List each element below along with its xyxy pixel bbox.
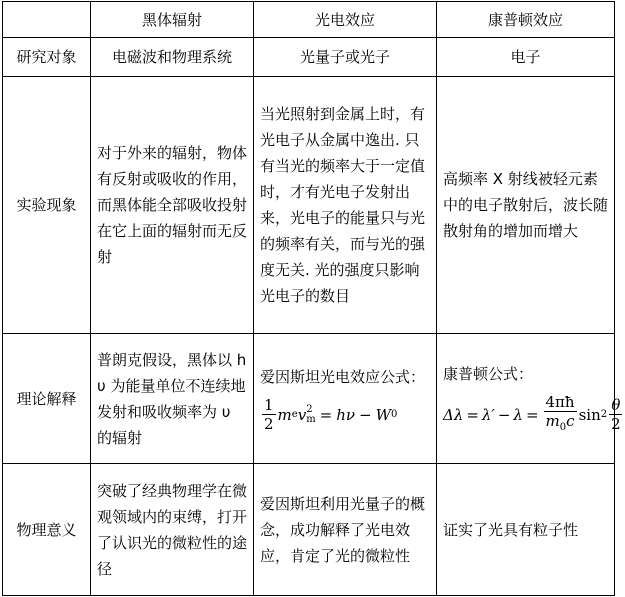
half-numerator: 1 [264,396,274,414]
mass-symbol: m [277,405,292,424]
header-row [3,2,615,38]
velocity-subscript: m [306,413,316,425]
significance-blackbody: 突破了经典物理学在微观领域内的束缚，打开了认识光的微粒性的途径 [91,464,254,596]
compton-minus: − [497,405,511,424]
photoelectric-formula [260,396,397,433]
label-significance: 物理意义 [3,464,91,596]
work-function-subscript: 0 [391,408,398,420]
phenomenon-compton: 高频率 X 射线被轻元素中的电子散射后，波长随散射角的增加而增大 [437,77,615,334]
minus-sign: − [359,405,372,424]
compton-formula [443,393,625,437]
lambda-symbol: λ [513,405,523,424]
half-angle-fraction [609,396,623,433]
object-blackbody: 电磁波和物理系统 [91,38,254,77]
theory-photoelectric-text: 爱因斯坦光电效应公式： [260,368,426,386]
sine-function: sin [578,405,601,424]
delta-lambda: Δλ [443,405,464,424]
compton-numerator: 4πħ [545,392,575,411]
light-speed-symbol: c [566,411,575,430]
compton-denominator [544,412,577,437]
header-photoelectric: 光电效应 [254,2,437,38]
compton-eq1: = [466,405,479,424]
row-significance [3,464,615,596]
rest-mass-symbol: m [545,411,560,430]
row-research-object [3,38,615,77]
half-angle-denominator: 2 [611,415,621,433]
half-denominator: 2 [264,415,274,433]
sine-superscript: 2 [600,408,608,420]
planck-symbol: h [336,405,346,424]
velocity-superscript: 2 [306,403,313,415]
object-compton: 电子 [437,38,615,77]
comparison-table [2,1,621,596]
label-phenomenon: 实验现象 [3,77,91,334]
compton-eq2: = [525,405,539,424]
phenomenon-photoelectric: 当光照射到金属上时，有光电子从金属中逸出. 只有当光的频率大于一定值时，才有光电子发射出来，光电子的能量只与光的频率有关，而与光的强度无关. 光的强度只影响光电子的数目 [254,77,437,334]
phenomenon-blackbody: 对于外来的辐射，物体有反射或吸收的作用，而黑体能全部吸收投射在它上面的辐射而无反射 [91,77,254,334]
theory-compton-text: 康普顿公式： [443,364,534,383]
row-phenomenon [3,77,615,334]
lambda-prime: λ′ [481,405,495,424]
compton-fraction [544,393,577,437]
label-research-object: 研究对象 [3,38,91,77]
label-theory: 理论解释 [3,334,91,464]
significance-compton: 证实了光具有粒子性 [437,464,615,596]
theory-blackbody: 普朗克假设，黑体以 hυ 为能量单位不连续地发射和吸收频率为 υ 的辐射 [91,334,254,464]
formula-half [262,396,276,433]
header-compton: 康普顿效应 [437,2,615,38]
row-theory [3,334,615,464]
theory-photoelectric-cell [254,334,437,464]
theory-compton-cell [437,334,621,464]
significance-photoelectric: 爱因斯坦利用光量子的概念，成功解释了光电效应，肯定了光的微粒性 [254,464,437,596]
object-photoelectric: 光量子或光子 [254,38,437,77]
header-blackbody: 黑体辐射 [91,2,254,38]
header-corner-cell [3,2,91,38]
velocity-symbol: v [297,405,307,424]
work-function-symbol: W [375,405,392,424]
rest-mass-subscript: 0 [559,421,567,433]
theta-symbol: θ [611,396,621,414]
equals-sign: = [319,405,333,424]
mass-subscript: e [291,408,298,420]
frequency-symbol: ν [345,405,356,424]
